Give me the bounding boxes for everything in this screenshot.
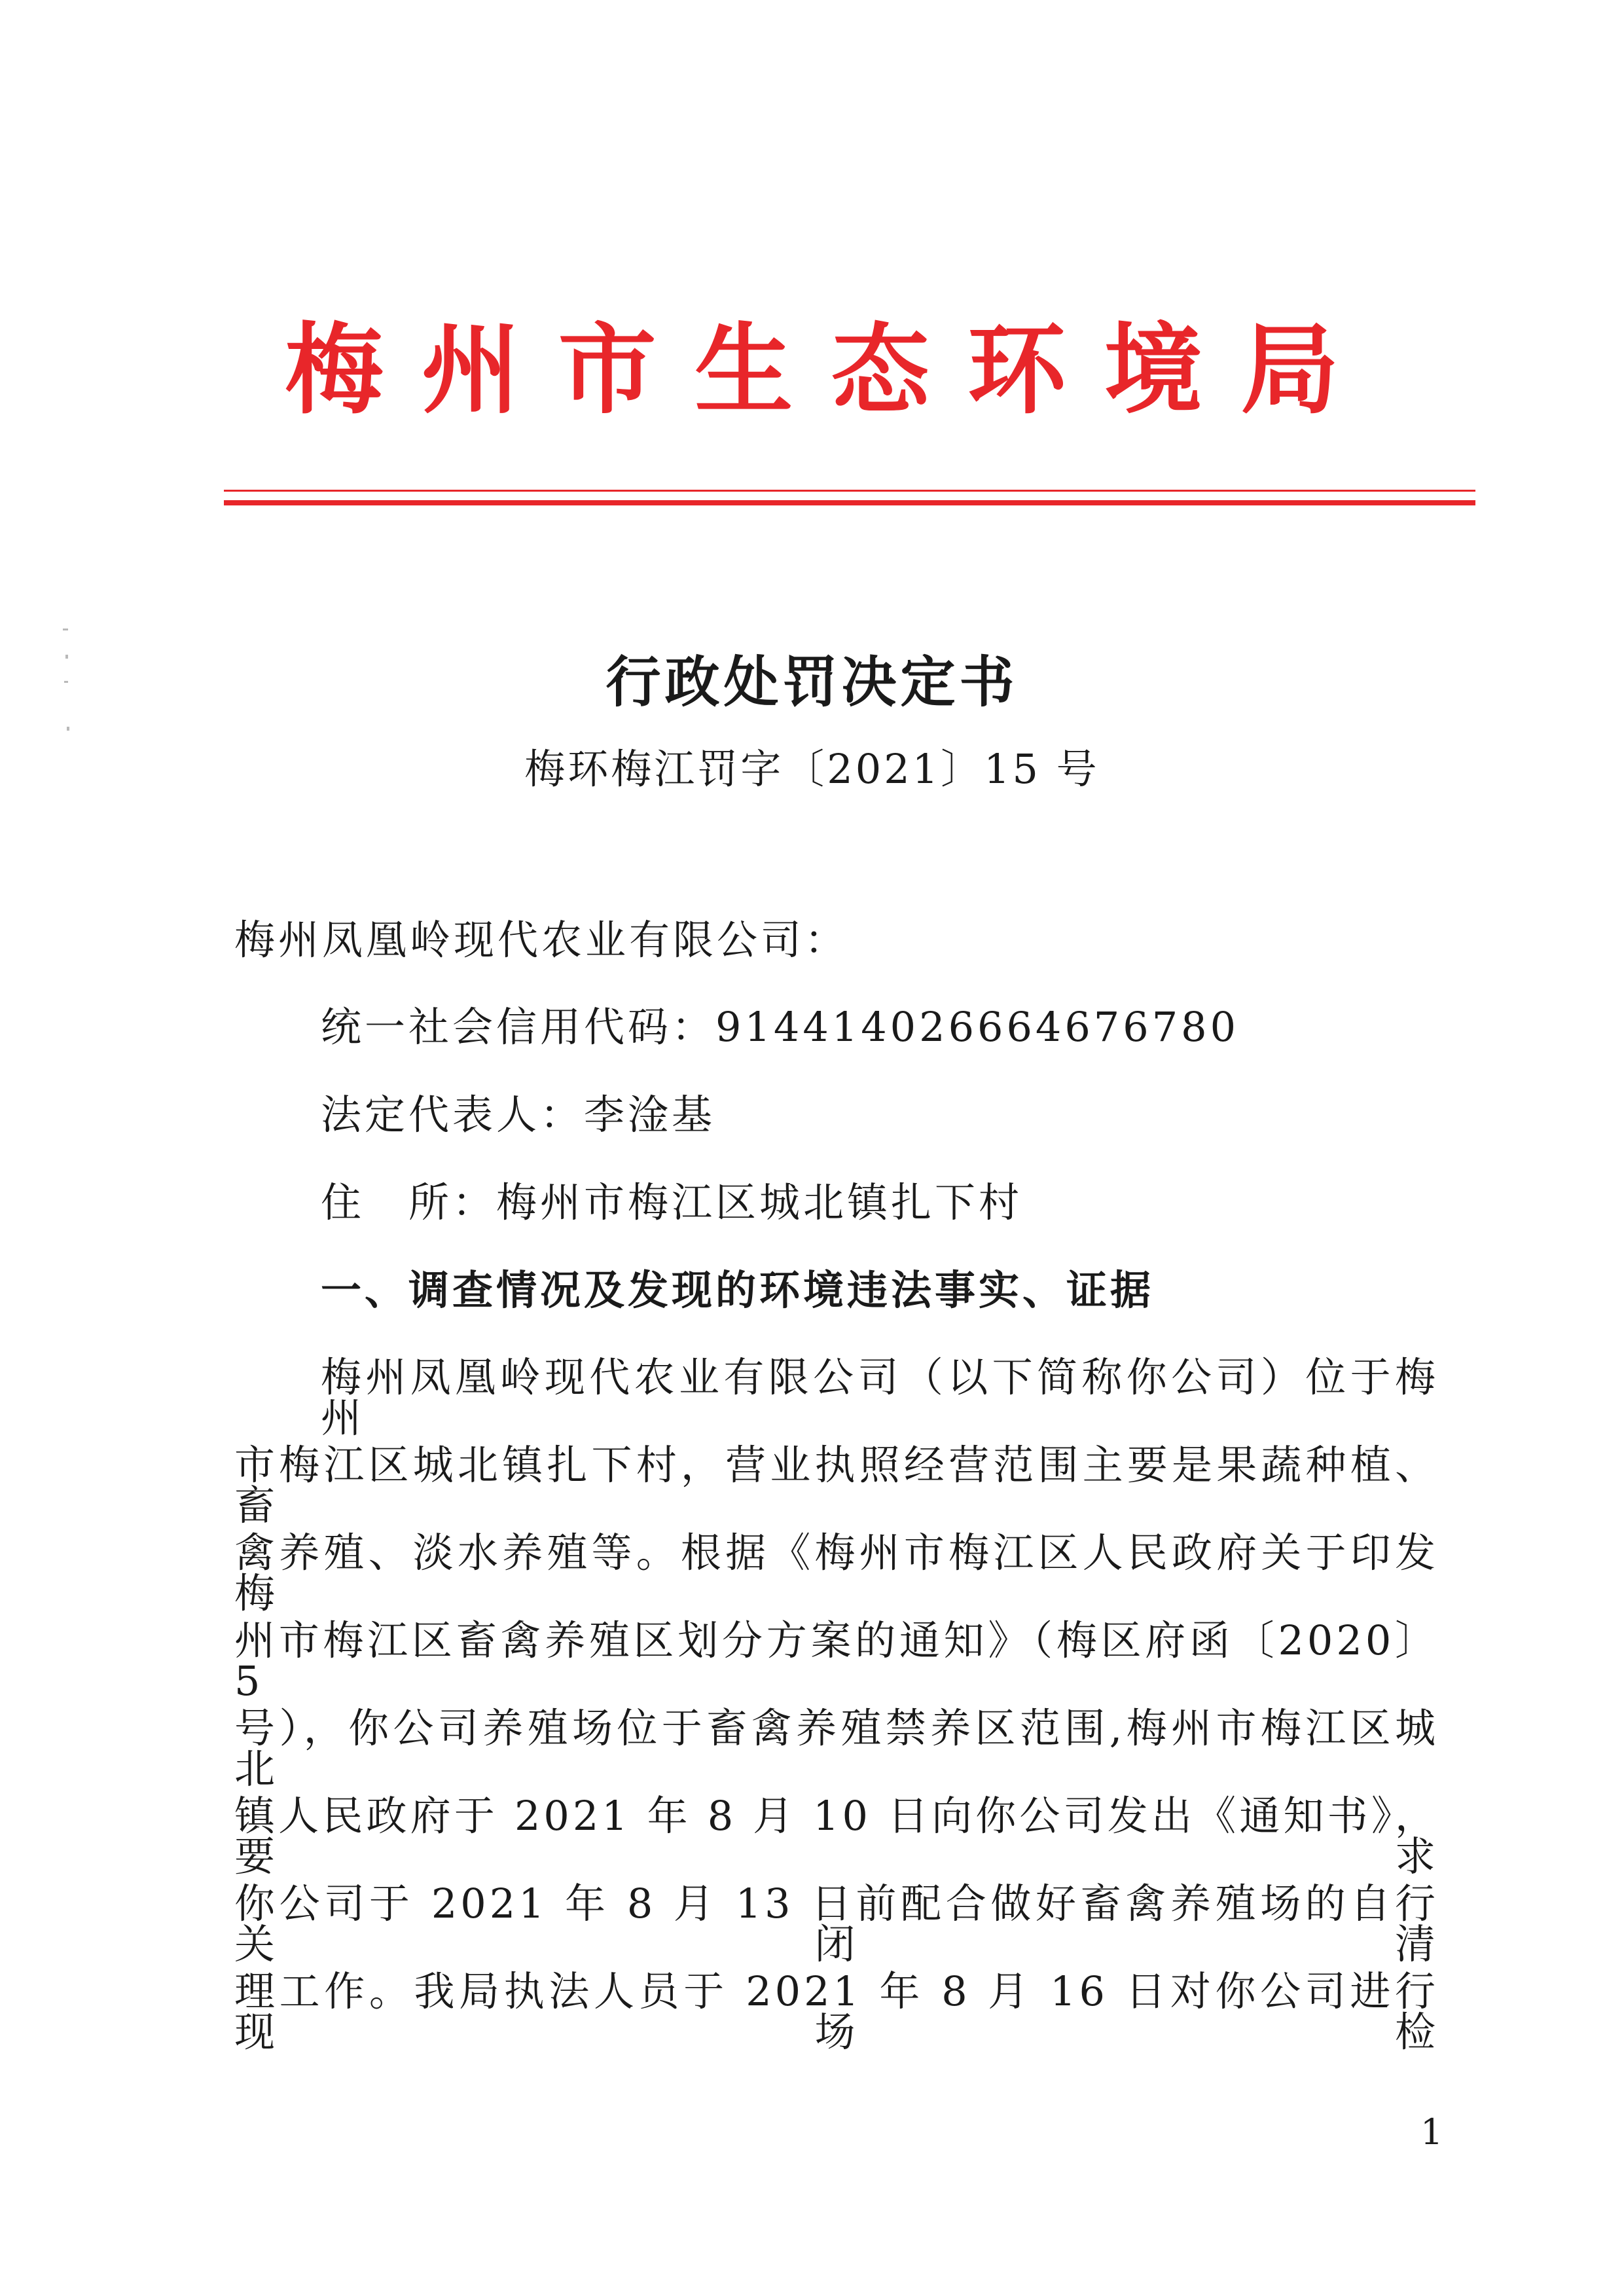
body-line: 你公司于 2021 年 8 月 13 日前配合做好畜禽养殖场的自行关闭清	[234, 1880, 1439, 1968]
document-title: 行政处罚决定书	[605, 649, 1019, 714]
org-name-char: 市	[558, 312, 657, 428]
org-name-char: 梅	[285, 312, 384, 428]
org-name-char: 环	[967, 312, 1066, 428]
body-line: 禽养殖、淡水养殖等。根据《梅州市梅江区人民政府关于印发梅	[234, 1529, 1439, 1617]
credit-code: 统一社会信用代码：914414026664676780	[321, 1003, 1240, 1051]
body-line: 号），你公司养殖场位于畜禽养殖禁养区范围,梅州市梅江区城北	[234, 1704, 1439, 1793]
scan-mark	[67, 727, 69, 731]
org-name-char: 境	[1104, 312, 1202, 428]
body-line: 理工作。我局执法人员于 2021 年 8 月 16 日对你公司进行现场检	[234, 1967, 1439, 2056]
organization-letterhead	[0, 308, 1624, 432]
party-name: 梅州凤凰岭现代农业有限公司：	[234, 916, 849, 964]
org-name-char: 州	[422, 312, 520, 428]
legal-representative: 法定代表人：李淦基	[321, 1091, 716, 1139]
address: 住 所：梅州市梅江区城北镇扎下村	[321, 1178, 1023, 1226]
scan-mark	[63, 629, 68, 630]
section-heading: 一、调查情况及发现的环境违法事实、证据	[321, 1266, 1155, 1314]
letterhead-rule-thin	[224, 490, 1475, 492]
org-name-char: 局	[1240, 312, 1339, 428]
org-name-char: 生	[695, 312, 793, 428]
page-number: 1	[1420, 2111, 1443, 2153]
body-line: 梅州凤凰岭现代农业有限公司（以下简称你公司）位于梅州	[321, 1353, 1439, 1442]
body-line: 州市梅江区畜禽养殖区划分方案的通知》（梅区府函〔2020〕5	[234, 1616, 1439, 1705]
org-name-char: 态	[831, 312, 929, 428]
letterhead-rule-thick	[224, 500, 1475, 505]
body-line: 镇人民政府于 2021 年 8 月 10 日向你公司发出《通知书》，要求	[234, 1792, 1439, 1880]
document-number: 梅环梅江罚字〔2021〕15 号	[524, 745, 1100, 793]
body-line: 市梅江区城北镇扎下村，营业执照经营范围主要是果蔬种植、畜	[234, 1441, 1439, 1529]
